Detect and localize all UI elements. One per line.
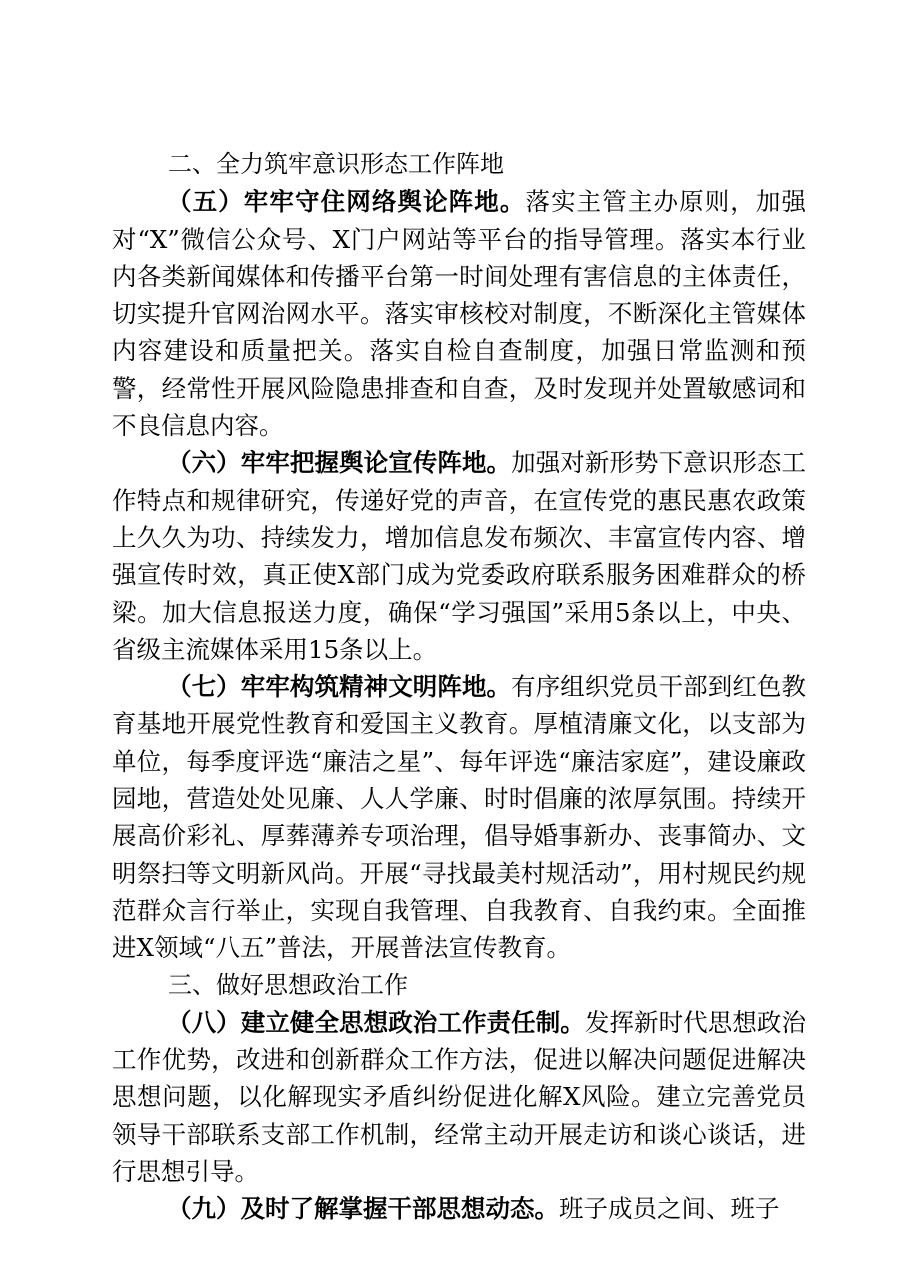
section-heading-3: 三、做好思想政治工作 bbox=[168, 970, 408, 999]
paragraph-text: 有序组织党员干部到红色教育基地开展党性教育和爱国主义教育。厚植清廉文化，以支部为单位，每季度评选“廉洁之星”、每年评选“廉洁家庭”，建设廉政园地，营造处处见廉、人人学廉、时时倡廉的浓厚氛围。持续开展高价彩礼、厚葬薄养专项治理，倡导婚事新办、丧事简办、文明祭扫等文明新风尚。开展“寻找最美村规活动”，用村规民约规范群众言行举止，实现自我管理、自我教育、自我约束。全面推进X领域“八五”普法，开展普法宣传教育。 bbox=[112, 672, 807, 963]
paragraph-text: 发挥新时代思想政治工作优势，改进和创新群众工作方法，促进以解决问题促进解决思想问题，以化解现实矛盾纠纷促进化解X风险。建立完善党员领导干部联系支部工作机制，经常主动开展走访和谈心谈话，进行思想引导。 bbox=[112, 1007, 806, 1187]
document-page bbox=[112, 146, 806, 1228]
paragraph-text: 加强对新形势下意识形态工作特点和规律研究，传递好党的声音，在宣传党的惠民惠农政策上久久为功、持续发力，增加信息发布频次、丰富宣传内容、增强宣传时效，真正使X部门成为党委政府联系服务困难群众的桥梁。加大信息报送力度，确保“学习强国”采用5条以上，中央、省级主流媒体采用15条以上。 bbox=[112, 448, 807, 664]
paragraph-lead: （六）牢牢把握舆论宣传阵地。 bbox=[167, 448, 512, 478]
paragraph-7 bbox=[112, 668, 806, 966]
paragraph-text: 落实主管主办原则，加强对“X”微信公众号、X门户网站等平台的指导管理。落实本行业内各类新闻媒体和传播平台第一时间处理有害信息的主体责任，切实提升官网治网水平。落实审核校对制度，不断深化主管媒体内容建设和质量把关。落实自检自查制度，加强日常监测和预警，经常性开展风险隐患排查和自查，及时发现并处置敏感词和不良信息内容。 bbox=[112, 187, 807, 441]
paragraph-8 bbox=[112, 1004, 806, 1190]
paragraph-lead: （五）牢牢守住网络舆论阵地。 bbox=[167, 187, 526, 217]
paragraph-lead: （七）牢牢构筑精神文明阵地。 bbox=[167, 672, 512, 702]
section-heading-2: 二、全力筑牢意识形态工作阵地 bbox=[168, 150, 504, 178]
paragraph-lead: （八）建立健全思想政治工作责任制。 bbox=[167, 1007, 585, 1037]
paragraph-6 bbox=[112, 444, 806, 668]
paragraph-text: 班子成员之间、班子 bbox=[559, 1194, 780, 1224]
paragraph-5 bbox=[112, 183, 806, 444]
paragraph-lead: （九）及时了解掌握干部思想动态。 bbox=[167, 1194, 559, 1224]
paragraph-9 bbox=[112, 1190, 806, 1227]
